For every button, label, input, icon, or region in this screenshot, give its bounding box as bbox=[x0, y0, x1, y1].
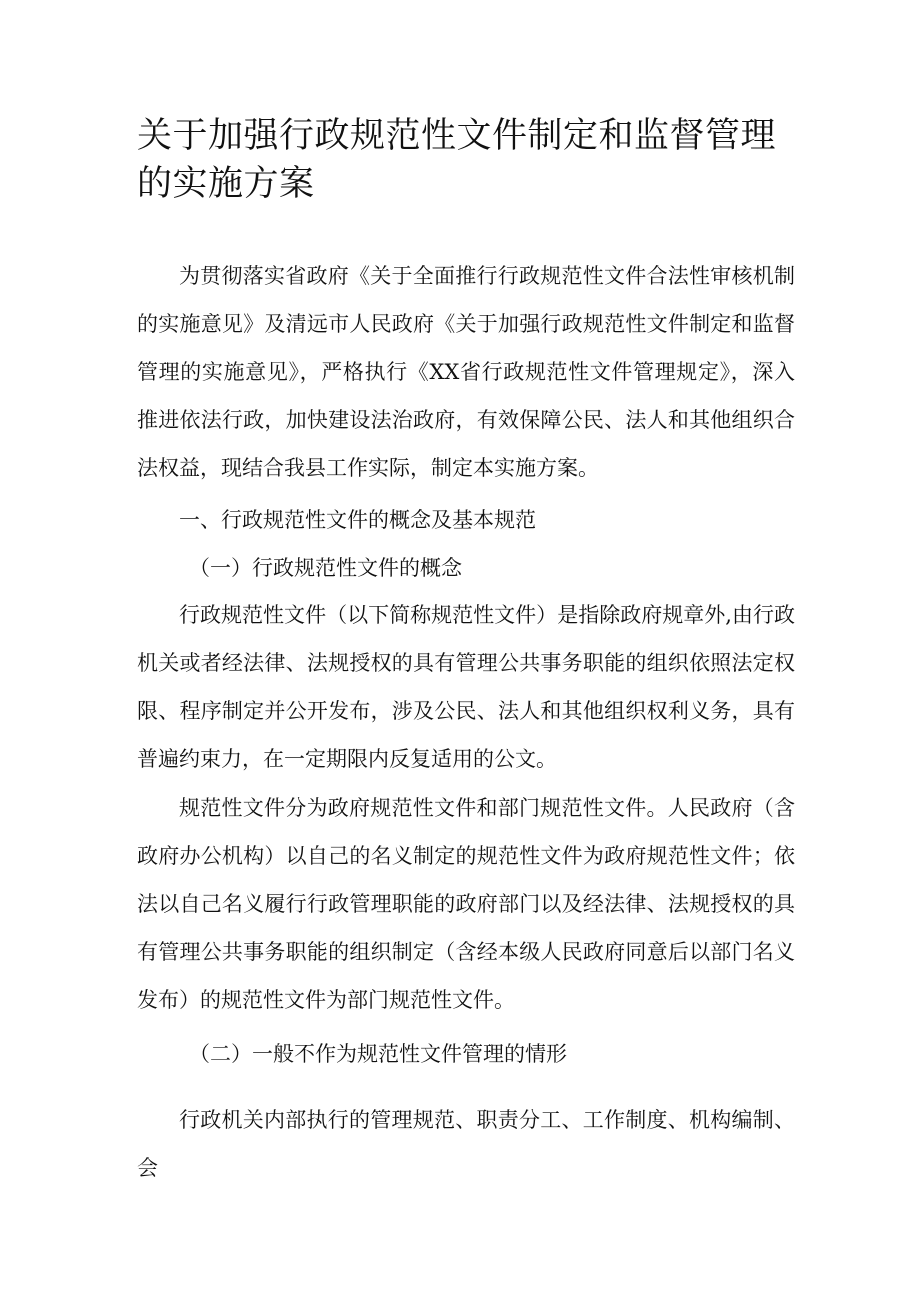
intro-paragraph: 为贯彻落实省政府《关于全面推行行政规范性文件合法性审核机制的实施意见》及清远市人民政府《关于加强行政规范性文件制定和监督管理的实施意见》，严格执行《XX省行政规范性文件管理规定》，深入推进依法行政，加快建设法治政府，有效保障公民、法人和其他组织合法权益，现结合我县工作实际，制定本实施方案。 bbox=[137, 264, 795, 480]
classification-paragraph: 规范性文件分为政府规范性文件和部门规范性文件。人民政府（含政府办公机构）以自己的名义制定的规范性文件为政府规范性文件；依法以自己名义履行行政管理职能的政府部门以及经法律、法规授权的具有管理公共事务职能的组织制定（含经本级人民政府同意后以部门名义发布）的规范性文件为部门规范性文件。 bbox=[137, 796, 795, 1012]
section-1-heading: 一、行政规范性文件的概念及基本规范 bbox=[179, 508, 536, 532]
document-title: 关于加强行政规范性文件制定和监督管理的实施方案 bbox=[137, 116, 777, 204]
exclusion-paragraph: 行政机关内部执行的管理规范、职责分工、工作制度、机构编制、会 bbox=[137, 1108, 795, 1180]
concept-paragraph: 行政规范性文件（以下简称规范性文件）是指除政府规章外,由行政机关或者经法律、法规授权的具有管理公共事务职能的组织依照法定权限、程序制定并公开发布，涉及公民、法人和其他组织权利义务，具有普遍约束力，在一定期限内反复适用的公文。 bbox=[137, 603, 795, 771]
subsection-1-heading: （一）行政规范性文件的概念 bbox=[189, 556, 462, 580]
subsection-2-heading: （二）一般不作为规范性文件管理的情形 bbox=[189, 1042, 567, 1066]
